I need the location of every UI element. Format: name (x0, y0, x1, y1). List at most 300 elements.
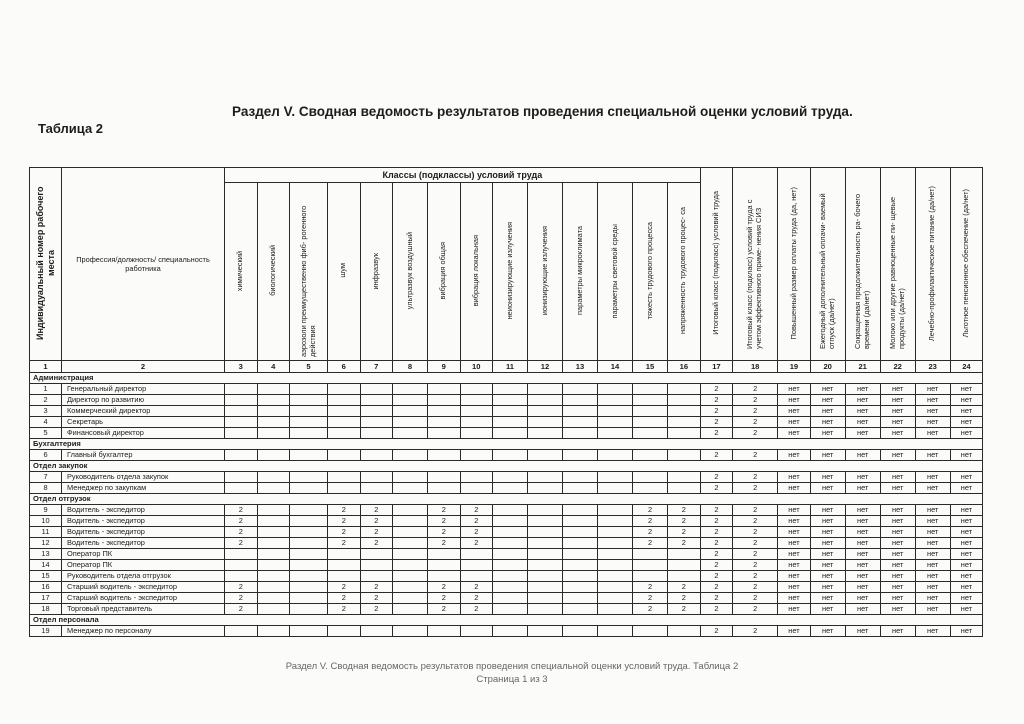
table-cell (528, 428, 563, 439)
header-factor: ультразвук воздушный (393, 183, 428, 361)
header-factor: параметры микроклимата (563, 183, 598, 361)
table-row (30, 428, 983, 439)
table-cell (257, 593, 290, 604)
table-cell (290, 527, 328, 538)
table-cell: нет (778, 560, 811, 571)
table-cell (563, 593, 598, 604)
table-cell (493, 505, 528, 516)
table-cell (428, 560, 461, 571)
table-cell (493, 395, 528, 406)
workplace-number: 19 (30, 626, 62, 637)
table-row (30, 450, 983, 461)
table-cell: 2 (700, 549, 733, 560)
section-title: Отдел закупок (30, 461, 983, 472)
table-cell: нет (950, 571, 983, 582)
table-cell: 2 (633, 527, 668, 538)
table-cell (633, 428, 668, 439)
column-number: 1 (30, 361, 62, 373)
table-cell (633, 472, 668, 483)
table-cell: нет (880, 527, 915, 538)
table-cell: нет (915, 417, 950, 428)
position-name: Старший водитель - экспедитор (62, 582, 225, 593)
table-cell (598, 406, 633, 417)
table-cell: 2 (360, 527, 393, 538)
table-cell: 2 (700, 527, 733, 538)
table-cell (428, 406, 461, 417)
table-cell (563, 571, 598, 582)
table-row (30, 395, 983, 406)
table-cell (528, 516, 563, 527)
table-cell: 2 (733, 582, 778, 593)
table-cell: 2 (460, 582, 493, 593)
table-cell: нет (845, 483, 880, 494)
table-cell: нет (810, 417, 845, 428)
table-cell: 2 (700, 472, 733, 483)
table-cell: 2 (700, 395, 733, 406)
table-cell (668, 428, 701, 439)
table-cell: нет (950, 450, 983, 461)
table-cell: нет (880, 384, 915, 395)
table-cell: 2 (328, 604, 361, 615)
table-cell: нет (810, 571, 845, 582)
table-cell (493, 516, 528, 527)
table-cell: 2 (733, 560, 778, 571)
table-cell: 2 (225, 593, 258, 604)
workplace-number: 14 (30, 560, 62, 571)
table-cell (668, 571, 701, 582)
table-cell: нет (810, 450, 845, 461)
header-factor: вибрация общая (428, 183, 461, 361)
table-cell: нет (810, 516, 845, 527)
table-cell (393, 384, 428, 395)
table-cell: нет (880, 571, 915, 582)
table-cell (633, 417, 668, 428)
table-cell: 2 (733, 549, 778, 560)
table-cell: нет (845, 417, 880, 428)
table-cell: 2 (633, 538, 668, 549)
table-cell (493, 626, 528, 637)
table-cell (668, 626, 701, 637)
table-cell: нет (778, 571, 811, 582)
table-cell (290, 384, 328, 395)
table-cell (290, 582, 328, 593)
table-cell (225, 406, 258, 417)
column-number: 24 (950, 361, 983, 373)
section-title: Бухгалтерия (30, 439, 983, 450)
table-cell: 2 (225, 527, 258, 538)
table-cell: 2 (428, 593, 461, 604)
table-cell (393, 406, 428, 417)
table-cell (493, 604, 528, 615)
table-cell (225, 560, 258, 571)
table-cell (360, 483, 393, 494)
table-cell: нет (915, 505, 950, 516)
table-cell: нет (845, 582, 880, 593)
workplace-number: 12 (30, 538, 62, 549)
table-cell (428, 417, 461, 428)
table-cell (633, 626, 668, 637)
table-cell (360, 395, 393, 406)
position-name: Водитель - экспедитор (62, 527, 225, 538)
table-cell (290, 571, 328, 582)
table-cell (633, 395, 668, 406)
table-cell (460, 428, 493, 439)
table-cell (528, 417, 563, 428)
table-cell (563, 582, 598, 593)
table-cell (668, 406, 701, 417)
table-cell (633, 384, 668, 395)
table-cell: нет (845, 527, 880, 538)
workplace-number: 6 (30, 450, 62, 461)
table-cell (598, 395, 633, 406)
table-cell (598, 384, 633, 395)
column-number: 22 (880, 361, 915, 373)
footer-page-number: Страница 1 из 3 (476, 674, 548, 685)
table-cell: 2 (225, 582, 258, 593)
table-cell: нет (845, 538, 880, 549)
table-cell (328, 406, 361, 417)
table-cell: нет (950, 560, 983, 571)
table-cell (328, 395, 361, 406)
table-cell (225, 450, 258, 461)
table-cell: 2 (733, 604, 778, 615)
table-cell (528, 483, 563, 494)
workplace-number: 3 (30, 406, 62, 417)
header-classes-group: Классы (подклассы) условий труда (225, 168, 701, 183)
table-cell: нет (915, 428, 950, 439)
table-cell: 2 (428, 505, 461, 516)
table-cell: нет (778, 428, 811, 439)
table-label: Таблица 2 (38, 121, 104, 136)
table-cell (460, 450, 493, 461)
section-row (30, 494, 983, 505)
table-cell: нет (950, 395, 983, 406)
position-name: Секретарь (62, 417, 225, 428)
table-row (30, 571, 983, 582)
footer-caption: Раздел V. Сводная ведомость результатов проведения специальной оценки условий труда. Таблица 2 (285, 661, 739, 672)
table-cell: нет (778, 406, 811, 417)
header-final-class: Итоговый класс (подкласс) условий труда (700, 168, 733, 361)
column-number: 9 (428, 361, 461, 373)
table-cell (428, 549, 461, 560)
table-cell (598, 593, 633, 604)
table-cell (290, 516, 328, 527)
table-cell (493, 560, 528, 571)
table-cell: нет (778, 483, 811, 494)
table-cell: 2 (460, 527, 493, 538)
table-cell: 2 (733, 483, 778, 494)
table-cell (290, 626, 328, 637)
table-cell (360, 428, 393, 439)
table-cell: 2 (700, 406, 733, 417)
table-cell (460, 571, 493, 582)
position-name: Руководитель отдела отгрузок (62, 571, 225, 582)
table-cell: нет (915, 549, 950, 560)
position-name: Главный бухгалтер (62, 450, 225, 461)
section-row (30, 615, 983, 626)
table-cell (493, 417, 528, 428)
table-cell: нет (880, 505, 915, 516)
table-cell (668, 549, 701, 560)
table-cell (460, 395, 493, 406)
table-cell: 2 (700, 571, 733, 582)
table-cell: нет (880, 560, 915, 571)
section-row (30, 461, 983, 472)
table-cell: нет (915, 395, 950, 406)
table-cell: 2 (633, 593, 668, 604)
table-cell (225, 626, 258, 637)
table-cell (563, 505, 598, 516)
table-cell (360, 549, 393, 560)
table-cell (328, 560, 361, 571)
table-cell: нет (845, 384, 880, 395)
table-cell (598, 571, 633, 582)
table-cell: 2 (428, 516, 461, 527)
table-cell (598, 450, 633, 461)
table-cell (668, 560, 701, 571)
table-cell (328, 428, 361, 439)
table-cell (563, 417, 598, 428)
table-cell: нет (880, 549, 915, 560)
table-cell (393, 593, 428, 604)
position-name: Старший водитель - экспедитор (62, 593, 225, 604)
table-cell (563, 450, 598, 461)
table-cell: нет (880, 516, 915, 527)
table-cell: нет (880, 604, 915, 615)
table-cell: нет (845, 516, 880, 527)
table-cell: нет (810, 527, 845, 538)
table-row (30, 549, 983, 560)
table-cell (460, 549, 493, 560)
table-row (30, 604, 983, 615)
table-cell (493, 483, 528, 494)
table-row (30, 582, 983, 593)
table-cell (257, 472, 290, 483)
table-cell: 2 (700, 560, 733, 571)
table-cell (393, 604, 428, 615)
column-number: 15 (633, 361, 668, 373)
table-cell: 2 (328, 538, 361, 549)
table-cell: нет (845, 428, 880, 439)
table-cell (460, 483, 493, 494)
table-cell (257, 560, 290, 571)
table-cell (290, 505, 328, 516)
header-factor: напряженность трудового процес- са (668, 183, 701, 361)
table-cell (563, 428, 598, 439)
table-cell: нет (880, 626, 915, 637)
table-cell: нет (810, 604, 845, 615)
table-cell (528, 527, 563, 538)
position-name: Руководитель отдела закупок (62, 472, 225, 483)
table-cell (225, 428, 258, 439)
header-factor: биологический (257, 183, 290, 361)
table-cell: нет (915, 384, 950, 395)
table-cell: 2 (700, 593, 733, 604)
table-cell (393, 472, 428, 483)
table-cell: нет (950, 604, 983, 615)
table-cell: нет (810, 505, 845, 516)
table-cell: нет (778, 384, 811, 395)
table-cell: 2 (733, 527, 778, 538)
table-cell (563, 472, 598, 483)
table-cell (428, 395, 461, 406)
table-row (30, 417, 983, 428)
column-number: 16 (668, 361, 701, 373)
table-cell (493, 538, 528, 549)
table-cell (598, 604, 633, 615)
table-cell (257, 604, 290, 615)
position-name: Директор по развитию (62, 395, 225, 406)
workplace-number: 1 (30, 384, 62, 395)
table-cell (563, 538, 598, 549)
header-factor: аэрозоли преимущественно фиб- рогенного действия (290, 183, 328, 361)
table-cell: 2 (733, 538, 778, 549)
table-cell (393, 560, 428, 571)
position-name: Оператор ПК (62, 549, 225, 560)
table-cell: 2 (360, 505, 393, 516)
header-factor: химический (225, 183, 258, 361)
column-number: 6 (328, 361, 361, 373)
table-cell (257, 516, 290, 527)
table-cell: нет (810, 549, 845, 560)
section-row (30, 373, 983, 384)
section-title: Администрация (30, 373, 983, 384)
workplace-number: 15 (30, 571, 62, 582)
table-cell: нет (915, 560, 950, 571)
table-cell (393, 549, 428, 560)
table-cell: 2 (633, 516, 668, 527)
table-cell: 2 (360, 538, 393, 549)
table-cell (528, 395, 563, 406)
table-cell (668, 395, 701, 406)
table-cell (598, 505, 633, 516)
table-cell (528, 406, 563, 417)
table-cell (493, 549, 528, 560)
table-cell (528, 450, 563, 461)
column-number: 10 (460, 361, 493, 373)
table-cell: нет (778, 626, 811, 637)
table-cell (563, 626, 598, 637)
table-row (30, 538, 983, 549)
table-cell: 2 (633, 505, 668, 516)
column-number: 7 (360, 361, 393, 373)
table-cell (290, 472, 328, 483)
table-cell: нет (778, 527, 811, 538)
table-cell (328, 450, 361, 461)
table-cell: 2 (460, 505, 493, 516)
table-cell (328, 472, 361, 483)
table-cell (360, 571, 393, 582)
header-therapeutic-food: Лечебно-профилактическое питание (да/нет) (915, 168, 950, 361)
table-cell: нет (950, 483, 983, 494)
table-cell (528, 593, 563, 604)
table-cell (257, 505, 290, 516)
table-cell: 2 (733, 626, 778, 637)
table-cell (290, 450, 328, 461)
table-cell: 2 (733, 384, 778, 395)
table-cell (328, 417, 361, 428)
table-cell (328, 549, 361, 560)
table-cell: 2 (733, 450, 778, 461)
table-cell (528, 626, 563, 637)
table-cell: 2 (633, 582, 668, 593)
table-cell (460, 626, 493, 637)
column-number: 5 (290, 361, 328, 373)
table-cell: нет (778, 549, 811, 560)
table-cell (393, 516, 428, 527)
table-row (30, 384, 983, 395)
column-number: 4 (257, 361, 290, 373)
table-cell: нет (915, 450, 950, 461)
section-title: Отдел отгрузок (30, 494, 983, 505)
table-cell (225, 571, 258, 582)
table-cell (633, 560, 668, 571)
table-cell: нет (950, 516, 983, 527)
header-milk: Молоко или другие равноценные пи- щевые продукты (да/нет) (880, 168, 915, 361)
table-cell (598, 582, 633, 593)
table-row (30, 593, 983, 604)
header-workplace-no: Индивидуальный номер рабочего места (30, 168, 62, 361)
table-cell: нет (950, 582, 983, 593)
position-name: Финансовый директор (62, 428, 225, 439)
column-number: 14 (598, 361, 633, 373)
table-cell (598, 538, 633, 549)
position-name: Менеджер по персоналу (62, 626, 225, 637)
table-cell: 2 (733, 593, 778, 604)
table-cell: нет (880, 417, 915, 428)
table-cell: нет (915, 527, 950, 538)
table-cell: 2 (700, 626, 733, 637)
table-cell (428, 626, 461, 637)
table-cell: нет (778, 516, 811, 527)
table-cell: нет (950, 527, 983, 538)
table-cell: нет (810, 428, 845, 439)
table-cell (328, 384, 361, 395)
table-cell (493, 472, 528, 483)
table-cell (668, 472, 701, 483)
table-cell (257, 450, 290, 461)
table-cell (528, 549, 563, 560)
table-cell: 2 (428, 604, 461, 615)
workplace-number: 11 (30, 527, 62, 538)
table-cell: 2 (668, 538, 701, 549)
workplace-number: 8 (30, 483, 62, 494)
table-cell (257, 582, 290, 593)
table-cell: нет (778, 505, 811, 516)
table-cell: 2 (225, 604, 258, 615)
header-factor: вибрация локальная (460, 183, 493, 361)
table-cell: 2 (633, 604, 668, 615)
position-name: Водитель - экспедитор (62, 516, 225, 527)
header-final-class-siz: Итоговый класс (подкласс) условий труда с учетом эффективного приме- нения СИЗ (733, 168, 778, 361)
workplace-number: 17 (30, 593, 62, 604)
table-cell: нет (915, 406, 950, 417)
table-cell: нет (915, 604, 950, 615)
table-cell (493, 406, 528, 417)
table-cell: 2 (328, 582, 361, 593)
table-cell: 2 (668, 604, 701, 615)
table-cell: нет (915, 582, 950, 593)
table-cell (257, 549, 290, 560)
table-cell: 2 (700, 483, 733, 494)
table-cell: 2 (733, 472, 778, 483)
table-cell: 2 (700, 505, 733, 516)
workplace-number: 18 (30, 604, 62, 615)
table-cell: нет (915, 593, 950, 604)
table-cell (393, 395, 428, 406)
table-cell (257, 527, 290, 538)
table-cell: нет (915, 571, 950, 582)
